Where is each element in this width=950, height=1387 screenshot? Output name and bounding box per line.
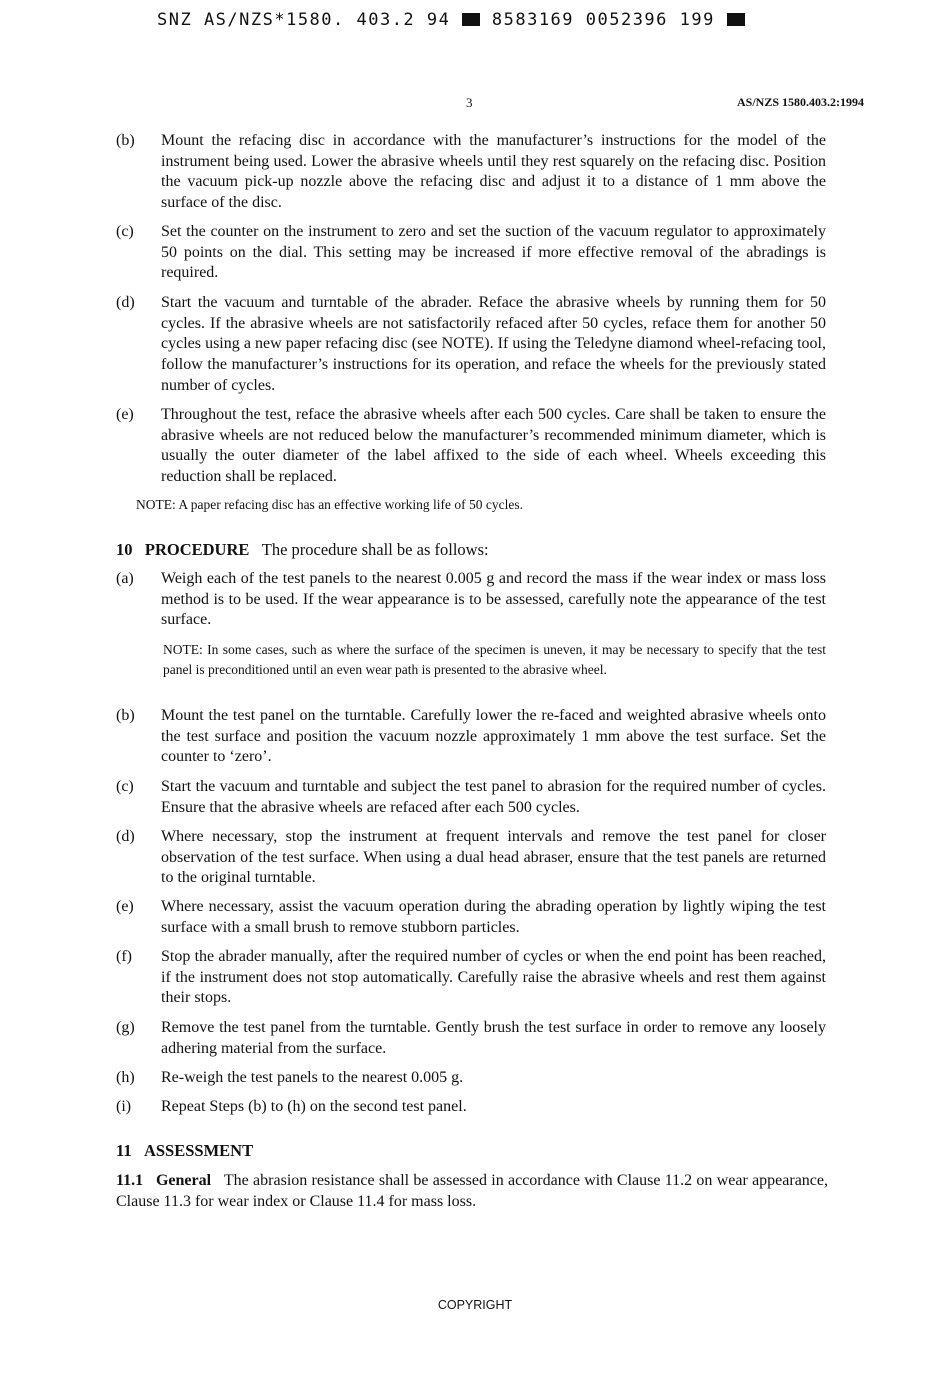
list-item-text: Repeat Steps (b) to (h) on the second test panel. xyxy=(161,1098,467,1115)
section-title: ASSESSMENT xyxy=(143,1141,254,1160)
list-item-label: (h) xyxy=(116,1069,135,1086)
refacing-note: NOTE: A paper refacing disc has an effective working life of 50 cycles. xyxy=(136,497,523,512)
list-item-label: (e) xyxy=(116,406,134,423)
list-item-text: Mount the refacing disc in accordance with the manufacturer’s instructions for the model of the instrument being used. Lower the abrasive wheels until they rest squarely on the refacing disc. Position the vacuum pick-up nozzle above the refacing disc and adjust it to a distance of 1 mm above the surface of the disc. xyxy=(161,132,826,212)
list-item-label: (c) xyxy=(116,223,134,240)
list-item-text: Stop the abrader manually, after the required number of cycles or when the end point has been reached, if the instrument does not stop automatically. Carefully raise the abrasive wheels and rest them against their stops. xyxy=(161,948,826,1007)
list-item-text: Throughout the test, reface the abrasive wheels after each 500 cycles. Care shall be taken to ensure the abrasive wheels are not reduced below the manufacturer’s recommended minimum diameter, which is usually the outer diameter of the label affixed to the side of each wheel. Wheels exceeding this reduction shall be replaced. xyxy=(161,406,826,486)
list-item-text: Where necessary, stop the instrument at frequent intervals and remove the test panel for closer observation of the test surface. When using a dual head abraser, ensure that the test panels are returned to the original turntable. xyxy=(161,828,826,887)
section-heading-assessment xyxy=(116,1141,253,1161)
list-item-text: Set the counter on the instrument to zero and set the suction of the vacuum regulator to approximately 50 points on the dial. This setting may be increased if more effective removal of the abradings is required. xyxy=(161,223,826,282)
document-code-part2: 8583169 0052396 199 xyxy=(491,10,715,30)
list-item xyxy=(116,706,826,768)
list-item-label: (i) xyxy=(116,1098,132,1115)
list-item-label: (b) xyxy=(116,132,135,149)
list-item-label: (a) xyxy=(116,570,134,587)
document-code-part1: SNZ AS/NZS*1580. 403.2 94 xyxy=(157,10,451,30)
list-item-text: Re-weigh the test panels to the nearest 0.005 g. xyxy=(161,1069,464,1086)
list-item-label: (d) xyxy=(116,294,135,311)
list-item-label: (d) xyxy=(116,828,135,845)
list-item xyxy=(116,1018,826,1059)
list-item-text: Weigh each of the test panels to the nearest 0.005 g and record the mass if the wear index or mass loss method is to be used. If the wear appearance is to be assessed, carefully note the appearance of the test surface. xyxy=(161,570,826,629)
list-item-label: (g) xyxy=(116,1019,135,1036)
list-item xyxy=(116,1068,826,1089)
list-item xyxy=(116,1097,826,1118)
list-item xyxy=(116,131,826,214)
subsection-number: 11.1 xyxy=(116,1172,144,1189)
list-item-label: (f) xyxy=(116,948,132,965)
section-number: 11 xyxy=(116,1141,132,1160)
procedure-step-note: NOTE: In some cases, such as where the surface of the specimen is uneven, it may be necessary to specify that the test panel is preconditioned until an even wear path is presented to the abrasive wheel. xyxy=(163,642,826,677)
subsection-title: General xyxy=(155,1172,212,1189)
section-title: PROCEDURE xyxy=(144,540,250,559)
list-item-label: (e) xyxy=(116,898,134,915)
list-item-label: (c) xyxy=(116,778,134,795)
list-item-text: Mount the test panel on the turntable. Carefully lower the re-faced and weighted abrasive wheels onto the test surface and position the vacuum nozzle approximately 1 mm above the test surface. Set the counter to ‘zero’. xyxy=(161,707,826,766)
list-item xyxy=(116,222,826,284)
barcode-block-icon xyxy=(462,13,480,26)
standard-reference: AS/NZS 1580.403.2:1994 xyxy=(736,95,864,109)
list-item xyxy=(116,897,826,938)
list-item xyxy=(116,569,826,631)
list-item-label: (b) xyxy=(116,707,135,724)
list-item-text: Start the vacuum and turntable and subject the test panel to abrasion for the required number of cycles. Ensure that the abrasive wheels are refaced after each 500 cycles. xyxy=(161,778,826,816)
document-code-header xyxy=(157,10,745,30)
list-item xyxy=(116,405,826,488)
list-item xyxy=(116,293,826,397)
list-item-text: Where necessary, assist the vacuum operation during the abrading operation by lightly wiping the test surface with a small brush to remove stubborn particles. xyxy=(161,898,826,936)
barcode-block-icon xyxy=(727,13,745,26)
list-item xyxy=(116,947,826,1009)
section-heading-procedure xyxy=(116,540,489,560)
list-item-text: Start the vacuum and turntable of the abrader. Reface the abrasive wheels by running them for 50 cycles. If the abrasive wheels are not satisfactorily refaced after 50 cycles, reface them for another 50 cycles using a new paper refacing disc (see NOTE). If using the Teledyne diamond wheel-refacing tool, follow the manufacturer’s instructions for its operation, and reface the wheels for the previously stated number of cycles. xyxy=(161,294,826,394)
list-item xyxy=(116,827,826,889)
list-item xyxy=(116,777,826,818)
section-number: 10 xyxy=(116,540,133,559)
section-intro: The procedure shall be as follows: xyxy=(261,540,489,559)
list-item-text: Remove the test panel from the turntable. Gently brush the test surface in order to remove any loosely adhering material from the surface. xyxy=(161,1019,826,1057)
copyright-footer: COPYRIGHT xyxy=(437,1298,513,1312)
subsection-text: The abrasion resistance shall be assessed in accordance with Clause 11.2 on wear appearance, Clause 11.3 for wear index or Clause 11.4 for mass loss. xyxy=(116,1172,829,1210)
assessment-general-paragraph xyxy=(116,1171,828,1212)
page-number: 3 xyxy=(466,95,473,110)
